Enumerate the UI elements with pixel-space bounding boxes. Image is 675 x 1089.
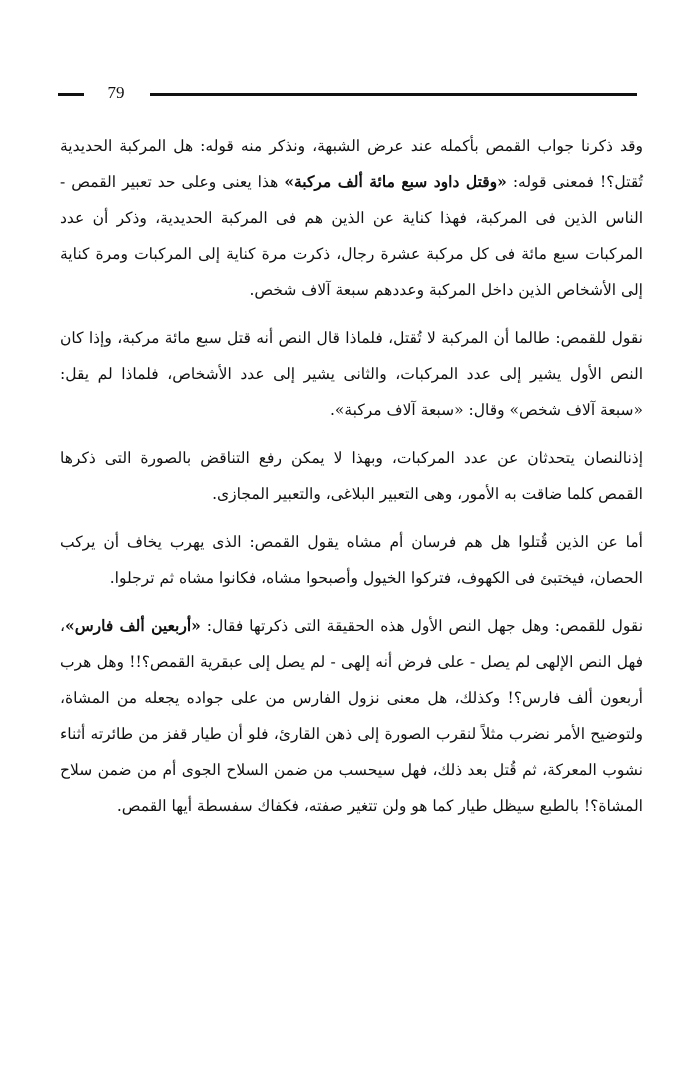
paragraph-4: [60, 524, 643, 596]
page-number: 79: [107, 83, 125, 102]
paragraph-text: ، فهل النص الإلهى لم يصل - على فرض أنه إلهى - لم يصل إلى عبقرية القمص؟!! وهل هرب أربعون ألف فارس؟! وكذلك، هل معنى نزول الفارس من على جواده يجعله من المشاة، ولتوضيح الأمر نضرب مثلاً لنقرب الصورة إلى ذهن القارئ، فلو أن طيار قفز من طائرته أثناء نشوب المعركة، ثم قُتل بعد ذلك، فهل سيحسب من ضمن السلاح الجوى أم من ضمن سلاح المشاة؟! بالطبع سيظل طيار كما هو ولن تتغير صفته، فكفاك سفسطة أيها القمص.: [60, 617, 643, 815]
paragraph-1: [60, 128, 643, 308]
paragraph-text: هذا يعنى وعلى حد تعبير القمص - الناس الذين فى المركبة، فهذا كناية عن الذين هم فى المركبة الحديدية، وذكر أن عدد المركبات سبع مائة فى كل مركبة عشرة رجال، ذكرت مرة كناية إلى المركبات ومرة كناية إلى الأشخاص الذين داخل المركبة وعددهم سبعة آلاف شخص.: [60, 173, 643, 299]
paragraph-text: نقول للقمص: وهل جهل النص الأول هذه الحقيقة التى ذكرتها فقال:: [200, 617, 644, 635]
paragraph-text: نقول للقمص: طالما أن المركبة لا تُقتل، فلماذا قال النص أنه قتل سبع مائة مركبة، وإذا كان النص الأول يشير إلى عدد المركبات، والثانى يشير إلى عدد الأشخاص، فلماذا لم يقل: «سبعة آلاف شخص» وقال: «سبعة آلاف مركبة».: [60, 329, 643, 419]
paragraph-text: إذنالنصان يتحدثان عن عدد المركبات، وبهذا لا يمكن رفع التناقض بالصورة التى ذكرها القمص كلما ضاقت به الأمور، وهى التعبير البلاغى، والتعبير المجازى.: [60, 449, 643, 503]
paragraph-2: [60, 320, 643, 428]
paragraph-text: أما عن الذين قُتلوا هل هم فرسان أم مشاه يقول القمص: الذى يهرب يخاف أن يركب الحصان، فيختبئ فى الكهوف، فتركوا الخيول وأصبحوا مشاه، فكانوا مشاه ثم ترجلوا.: [60, 533, 643, 587]
paragraph-text: وقد ذكرنا جواب القمص بأكمله عند عرض الشبهة، ونذكر منه قوله: هل المركبة الحديدية تُقتل؟! فمعنى قوله:: [60, 137, 643, 191]
paragraph-3: [60, 440, 643, 512]
header-rule-short: [58, 93, 84, 96]
header-rule-long: [150, 93, 637, 96]
body-text: [60, 128, 643, 1028]
paragraph-5: [60, 608, 643, 824]
bold-quote: «أربعين ألف فارس»: [65, 616, 201, 635]
page-header: [58, 82, 637, 104]
bold-quote: «وقتل داود سبع مائة ألف مركبة»: [284, 172, 507, 191]
